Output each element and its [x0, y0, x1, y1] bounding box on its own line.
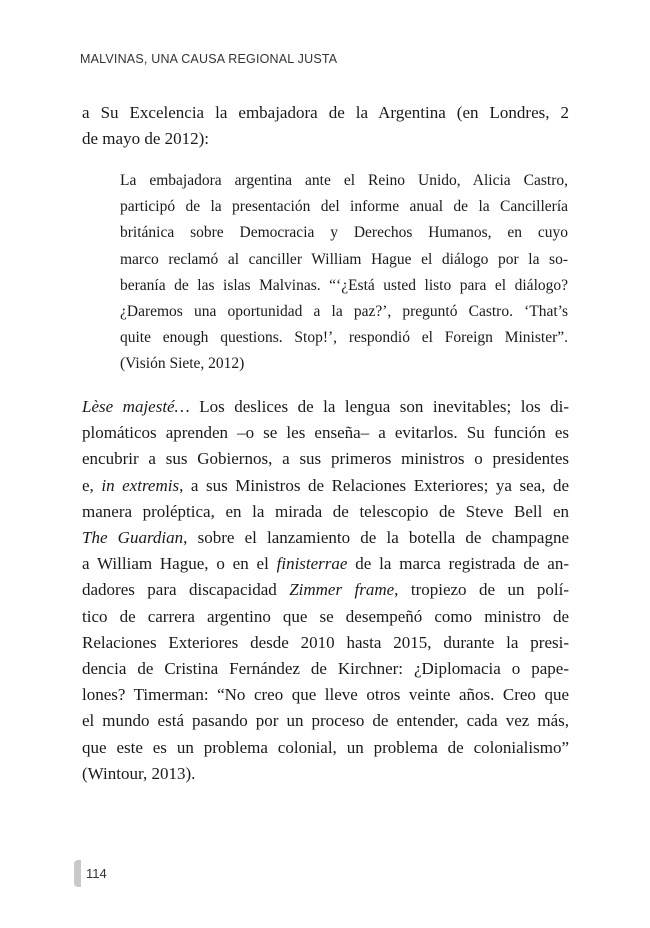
- quote-line: beranía de las islas Malvinas. “‘¿Está usted listo para el diálogo?: [120, 276, 568, 294]
- text-line: tico de carrera argentino que se desempeñó como ministro de: [82, 606, 569, 626]
- text-line: dencia de Cristina Fernández de Kirchner: ¿Diplomacia o pape-: [82, 659, 569, 679]
- text-line: [82, 577, 569, 603]
- text-line: el mundo está pasando por un proceso de entender, cada vez más,: [82, 711, 569, 731]
- text-span: de la marca registrada de an-: [347, 554, 569, 574]
- text-line: [82, 525, 569, 551]
- page-number-tab: [74, 860, 81, 887]
- text-span: dadores para discapacidad: [82, 580, 290, 600]
- text-span: Los deslices de la lengua son inevitables; los di-: [189, 397, 569, 416]
- text-span: , a sus Ministros de Relaciones Exteriores; ya sea, de: [179, 475, 570, 495]
- quote-line: marco reclamó al canciller William Hague el diálogo por la so-: [120, 250, 568, 268]
- text-span: , tropiezo de un polí-: [394, 580, 569, 600]
- italic-term: finisterrae: [276, 554, 348, 574]
- text-line: que este es un problema colonial, un problema de colonialismo”: [82, 737, 569, 757]
- text-line: encubrir a sus Gobiernos, a sus primeros ministros o presidentes: [82, 449, 569, 469]
- text-span: a William Hague, o en el: [82, 554, 277, 574]
- text-span: e,: [82, 475, 102, 495]
- quote-line: La embajadora argentina ante el Reino Unido, Alicia Castro,: [120, 172, 568, 189]
- text-line: manera proléptica, en la mirada de telescopio de Steve Bell en: [82, 501, 569, 521]
- text-line: lones? Timerman: “No creo que lleve otros veinte años. Creo que: [82, 685, 569, 705]
- italic-term: Zimmer frame: [289, 580, 395, 600]
- text-line: [82, 551, 569, 577]
- text-line: de mayo de 2012):: [82, 129, 209, 148]
- quote-line: quite enough questions. Stop!’, respondió el Foreign Minister”.: [120, 329, 568, 347]
- text-span: , sobre el lanzamiento de la botella de champagne: [183, 528, 569, 548]
- quote-line: ¿Daremos una oportunidad a la paz?’, preguntó Castro. ‘That’s: [120, 303, 568, 321]
- text-line: (Wintour, 2013).: [82, 763, 196, 783]
- text-line: Relaciones Exteriores desde 2010 hasta 2015, durante la presi-: [82, 632, 569, 652]
- text-line: [82, 473, 569, 499]
- intro-paragraph: [82, 100, 569, 152]
- page-number: 114: [86, 866, 107, 881]
- body-paragraph: [82, 394, 569, 787]
- text-line: plomáticos aprenden –o se les enseña– a evitarlos. Su función es: [82, 423, 569, 443]
- quote-line: participó de la presentación del informe anual de la Cancillería: [120, 198, 568, 216]
- italic-term: The Guardian: [82, 528, 184, 548]
- running-header: MALVINAS, UNA CAUSA REGIONAL JUSTA: [80, 52, 338, 66]
- text-line: a Su Excelencia la embajadora de la Argentina (en Londres, 2: [82, 103, 569, 122]
- italic-term: Lèse majesté…: [82, 397, 190, 416]
- quote-line: británica sobre Democracia y Derechos Humanos, en cuyo: [120, 224, 568, 242]
- block-quote: [120, 168, 568, 378]
- quote-line: (Visión Siete, 2012): [120, 355, 245, 373]
- italic-term: in extremis: [101, 475, 180, 495]
- text-line: [82, 394, 569, 420]
